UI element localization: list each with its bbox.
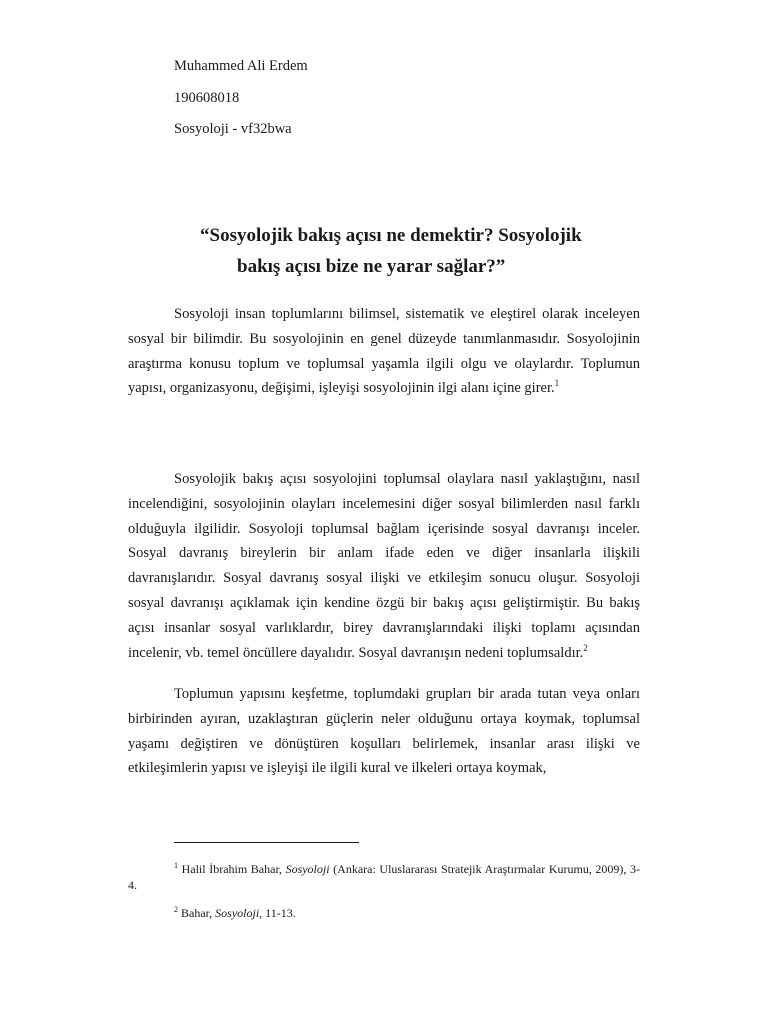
- footnote-2-author: Bahar,: [181, 906, 216, 920]
- footnote-separator: [174, 842, 359, 843]
- footnote-ref-1[interactable]: 1: [554, 378, 560, 389]
- footnote-1-number: 1: [174, 861, 178, 870]
- essay-title-line-2: bakış açısı bize ne yarar sağlar?”: [237, 256, 506, 277]
- footnote-2-rest: , 11-13.: [259, 906, 296, 920]
- essay-title: [128, 220, 640, 282]
- footnote-1-work: Sosyoloji: [285, 862, 330, 876]
- footnote-1-author: Halil İbrahim Bahar,: [181, 862, 286, 876]
- footnote-ref-2[interactable]: 2: [583, 642, 588, 653]
- paragraph-1: [128, 302, 640, 401]
- essay-title-line-1: “Sosyolojik bakış açısı ne demektir? Sosyolojik: [200, 225, 582, 246]
- paragraph-3: [128, 682, 640, 781]
- footnote-1-rest: (Ankara: Uluslararası Stratejik Araştırmalar Kurumu, 2009), 3-4.: [128, 862, 641, 892]
- footnote-2-work: Sosyoloji: [215, 906, 260, 920]
- paragraph-2: [128, 467, 640, 665]
- paragraph-1-text: Sosyoloji insan toplumlarını bilimsel, sistematik ve eleştirel olarak inceleyen sosyal bir bilimdir. Bu sosyolojinin en genel düzeyde tanımlanmasıdır. Sosyolojinin araştırma konusu toplum ve toplumsal yaşamla ilgili olgu ve olaylardır. Toplumun yapısı, organizasyonu, değişimi, işleyişi sosyolojinin ilgi alanı içine girer.: [128, 306, 640, 397]
- course-label: Sosyoloji - vf32bwa: [174, 121, 292, 137]
- student-id: 190608018: [174, 90, 240, 106]
- paragraph-3-text: Toplumun yapısını keşfetme, toplumdaki grupları bir arada tutan veya onları birbirinden ayıran, uzaklaştıran güçlerin neler olduğunu ortaya koymak, toplumsal yaşamı değiştiren ve dönüştüren koşulları belirlemek, insanlar arası ilişki ve etkileşimlerin yapısı ve işleyişi ile ilgili kural ve ilkeleri ortaya koymak,: [128, 686, 640, 777]
- footnote-2: [128, 905, 640, 921]
- footnote-1: [128, 861, 640, 893]
- author-name: Muhammed Ali Erdem: [174, 58, 308, 74]
- footnote-2-number: 2: [174, 905, 178, 914]
- paragraph-2-text: Sosyolojik bakış açısı sosyolojini toplumsal olaylara nasıl yaklaştığını, nasıl incelendiğini, sosyolojinin olayları incelemesini diğer sosyal bilimlerden nasıl farklı olduğuyla ilgilidir. Sosyoloji toplumsal bağlam içerisinde sosyal davranışı inceler. Sosyal davranış bireylerin bir anlam ifade eden ve diğer insanlarla ilişkili davranışlarıdır. Sosyal davranış sosyal ilişki ve etkileşim sonucu oluşur. Sosyoloji sosyal davranışı açıklamak için kendine özgü bir bakış açısı geliştirmiştir. Bu bakış açısı insanlar sosyal varlıklardır, birey davranışlarındaki ilişki toplamı açısından incelenir, vb. temel öncüllere dayalıdır. Sosyal davranışın nedeni toplumsaldır.: [128, 471, 640, 661]
